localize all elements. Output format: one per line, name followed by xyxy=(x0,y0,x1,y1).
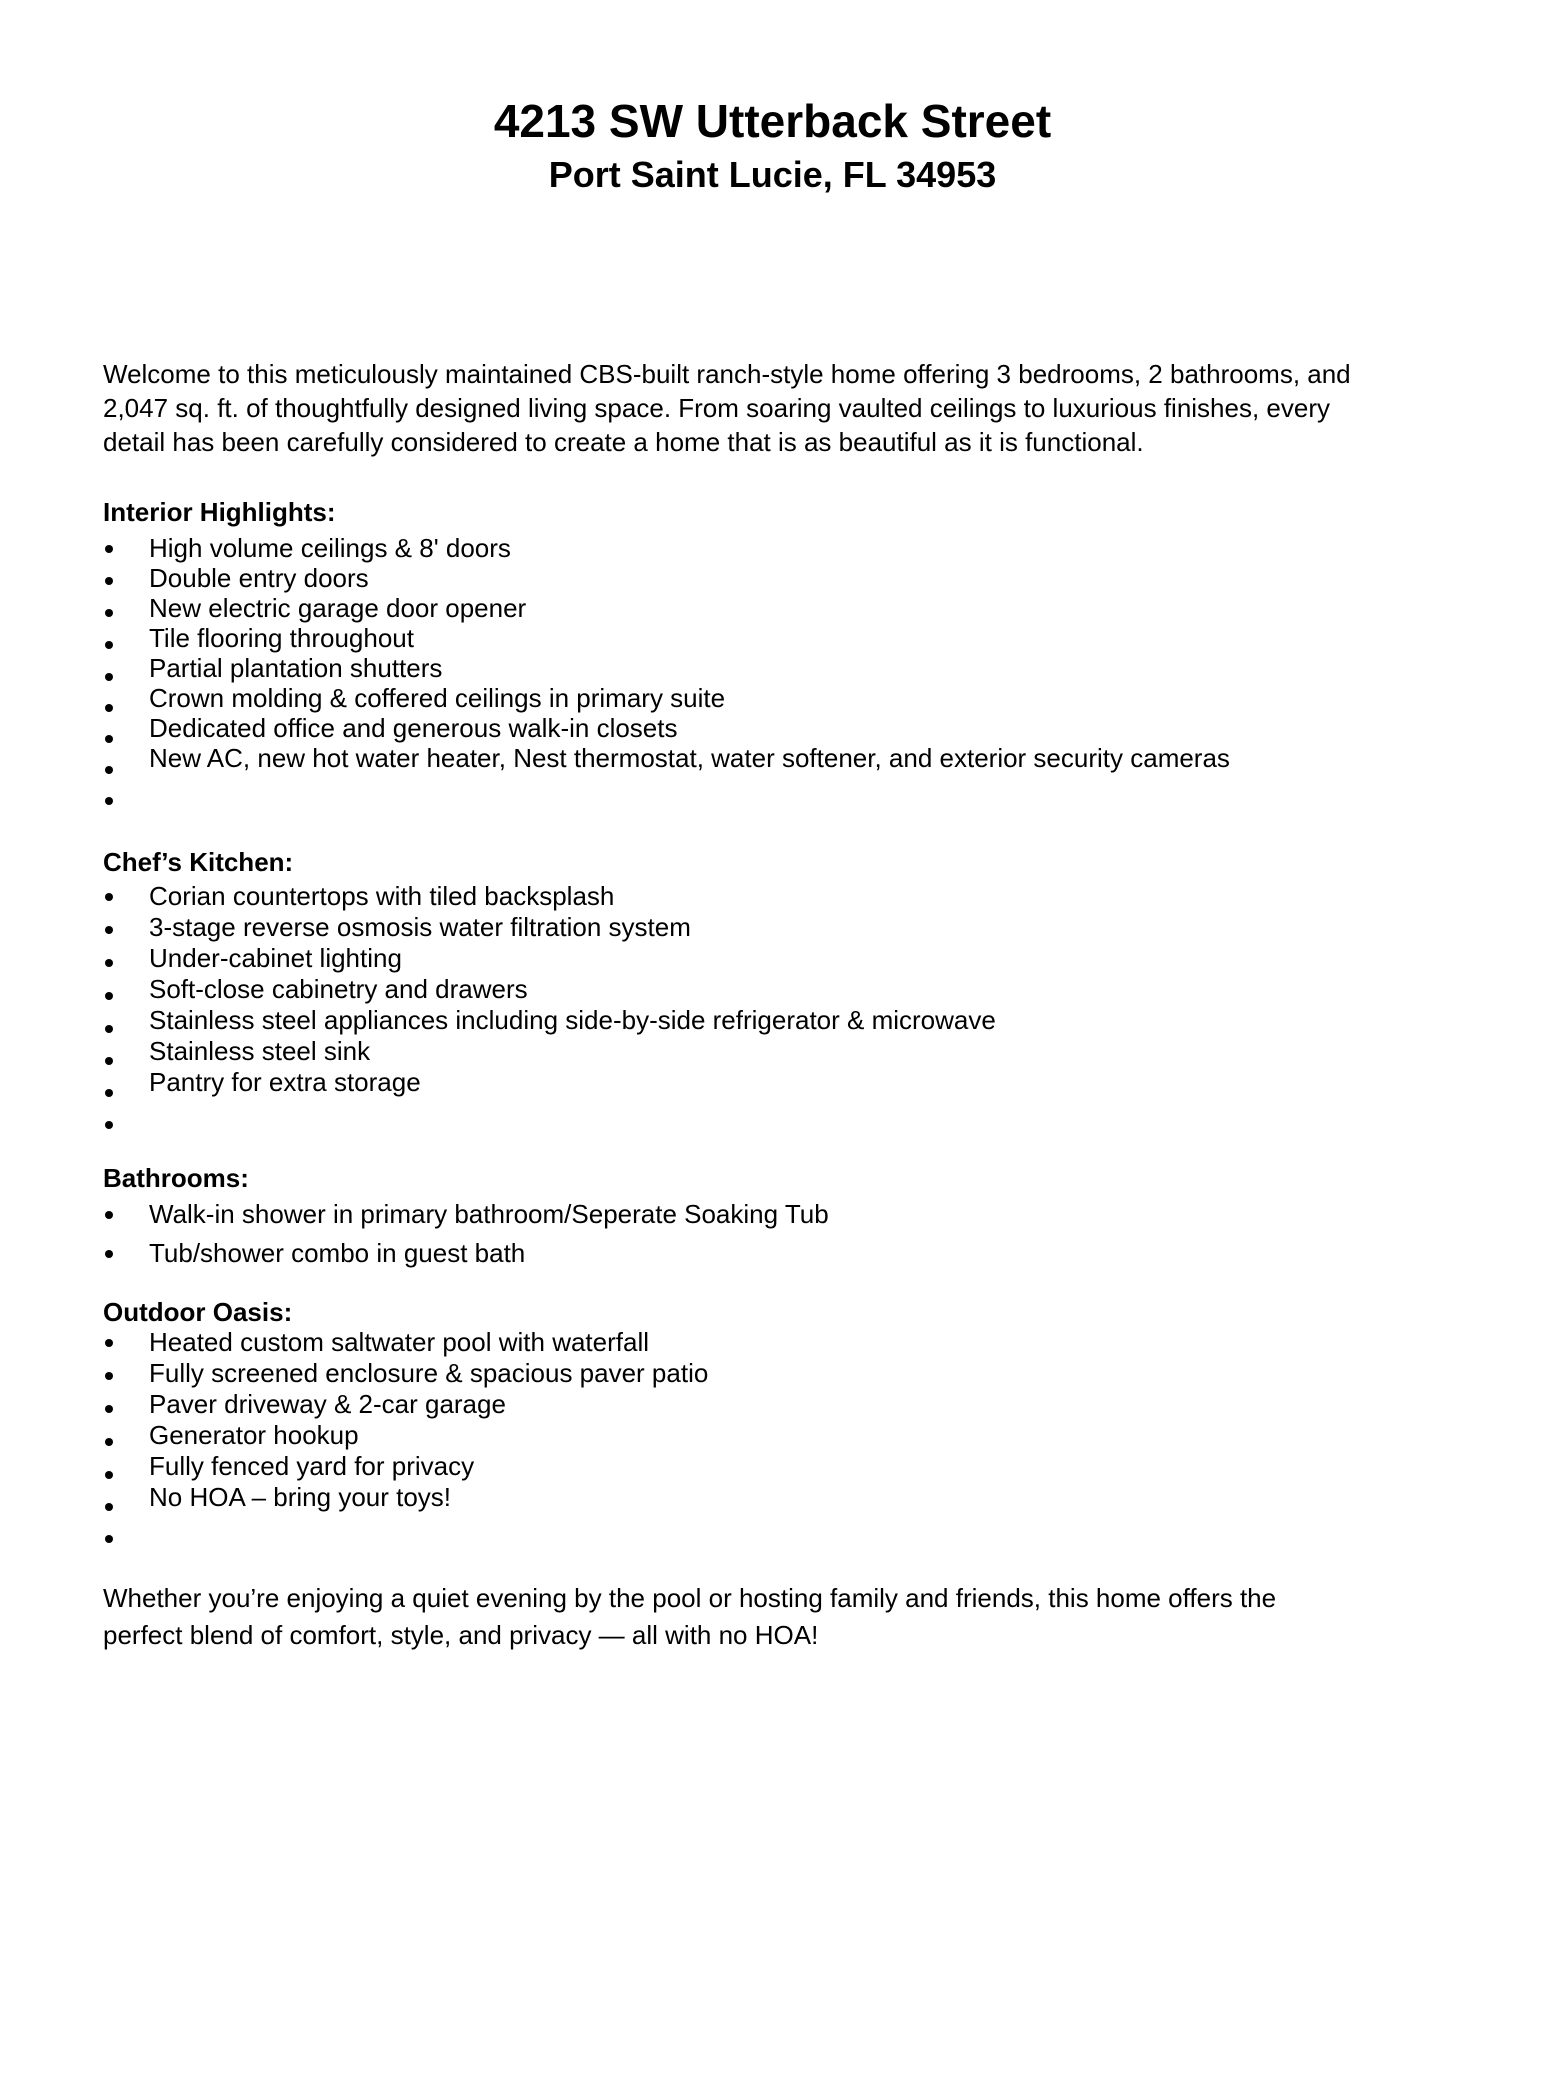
list-item-label: Pantry for extra storage xyxy=(149,1067,421,1097)
list-item xyxy=(103,563,1442,593)
bullet-icon xyxy=(105,1471,113,1479)
list-item-label: Double entry doors xyxy=(149,562,369,593)
bullet-icon xyxy=(105,1211,113,1219)
bullet-icon xyxy=(105,577,113,585)
list-item-label: Corian countertops with tiled backsplash xyxy=(149,881,615,911)
intro-line: detail has been carefully considered to create a home that is as beautiful as it is functional. xyxy=(103,427,1144,457)
closing-line: perfect blend of comfort, style, and privacy — all with no HOA! xyxy=(103,1620,819,1650)
bullet-icon xyxy=(105,735,113,743)
bullet-icon xyxy=(105,1372,113,1380)
list-item-label: Crown molding & coffered ceilings in primary suite xyxy=(149,682,726,713)
interior-highlights-list xyxy=(103,533,1442,803)
list-item-label: New AC, new hot water heater, Nest thermostat, water softener, and exterior security cameras xyxy=(149,742,1230,773)
section-heading-bathrooms: Bathrooms: xyxy=(103,1163,249,1193)
bullet-icon xyxy=(105,959,113,967)
list-item-label: Dedicated office and generous walk-in closets xyxy=(149,712,678,743)
list-item-label: Under-cabinet lighting xyxy=(149,943,402,973)
list-item-label: Tub/shower combo in guest bath xyxy=(149,1238,526,1268)
bullet-icon xyxy=(105,1405,113,1413)
bullet-icon xyxy=(105,609,113,617)
list-item xyxy=(103,1389,1442,1420)
list-item xyxy=(103,1234,1442,1273)
bullet-icon xyxy=(105,673,113,681)
bullet-icon xyxy=(105,926,113,934)
list-item-label: Walk-in shower in primary bathroom/Seperate Soaking Tub xyxy=(149,1199,829,1229)
list-item-label: Tile flooring throughout xyxy=(149,622,414,653)
outdoor-oasis-list xyxy=(103,1327,1442,1544)
list-item xyxy=(103,881,1442,912)
list-item-label: High volume ceilings & 8' doors xyxy=(149,532,511,563)
list-item xyxy=(103,743,1442,773)
property-address-title: 4213 SW Utterback Street xyxy=(493,95,1052,147)
list-item-label: Heated custom saltwater pool with waterfall xyxy=(149,1327,650,1357)
list-item-label: Fully screened enclosure & spacious paver patio xyxy=(149,1358,709,1388)
list-item xyxy=(103,1420,1442,1451)
property-city-subtitle: Port Saint Lucie, FL 34953 xyxy=(548,154,997,195)
bullet-icon xyxy=(105,1089,113,1097)
bullet-icon xyxy=(105,545,113,553)
bullet-icon xyxy=(105,1057,113,1065)
section-heading-chefs-kitchen: Chef’s Kitchen: xyxy=(103,847,294,877)
document-page xyxy=(0,95,1545,2095)
list-item-label: 3-stage reverse osmosis water filtration system xyxy=(149,912,691,942)
list-item xyxy=(103,1358,1442,1389)
list-item-empty xyxy=(103,1098,1442,1129)
bullet-icon xyxy=(105,1438,113,1446)
bullet-icon xyxy=(105,797,113,805)
closing-paragraph xyxy=(103,1580,1442,1654)
list-item-label: Stainless steel appliances including side-by-side refrigerator & microwave xyxy=(149,1005,996,1035)
bullet-icon xyxy=(105,893,113,901)
intro-line: Welcome to this meticulously maintained CBS-built ranch-style home offering 3 bedrooms, 2 bathrooms, and xyxy=(103,359,1351,389)
list-item xyxy=(103,974,1442,1005)
list-item xyxy=(103,1036,1442,1067)
bullet-icon xyxy=(105,1025,113,1033)
list-item-label: No HOA – bring your toys! xyxy=(149,1482,452,1512)
list-item xyxy=(103,1451,1442,1482)
closing-line: Whether you’re enjoying a quiet evening by the pool or hosting family and friends, this home offers the xyxy=(103,1583,1277,1613)
bullet-icon xyxy=(105,992,113,1000)
section-heading-interior-highlights: Interior Highlights: xyxy=(103,497,336,527)
list-item xyxy=(103,653,1442,683)
intro-paragraph xyxy=(103,357,1442,459)
bullet-icon xyxy=(105,1535,113,1543)
list-item xyxy=(103,1067,1442,1098)
bullet-icon xyxy=(105,704,113,712)
chefs-kitchen-list xyxy=(103,881,1442,1129)
list-item-empty xyxy=(103,773,1442,803)
bullet-icon xyxy=(105,1250,113,1258)
intro-line: 2,047 sq. ft. of thoughtfully designed living space. From soaring vaulted ceilings to luxurious finishes, every xyxy=(103,393,1331,423)
list-item xyxy=(103,683,1442,713)
list-item xyxy=(103,1327,1442,1358)
bullet-icon xyxy=(105,641,113,649)
list-item-label: New electric garage door opener xyxy=(149,592,527,623)
list-item-empty xyxy=(103,1513,1442,1544)
list-item-label: Fully fenced yard for privacy xyxy=(149,1451,475,1481)
bullet-icon xyxy=(105,1503,113,1511)
list-item-label: Paver driveway & 2-car garage xyxy=(149,1389,506,1419)
list-item xyxy=(103,1195,1442,1234)
list-item-label: Soft-close cabinetry and drawers xyxy=(149,974,528,1004)
list-item xyxy=(103,912,1442,943)
list-item xyxy=(103,943,1442,974)
list-item xyxy=(103,593,1442,623)
list-item xyxy=(103,1482,1442,1513)
list-item-label: Partial plantation shutters xyxy=(149,652,443,683)
list-item xyxy=(103,1005,1442,1036)
list-item xyxy=(103,713,1442,743)
list-item xyxy=(103,623,1442,653)
list-item-label: Generator hookup xyxy=(149,1420,359,1450)
bullet-icon xyxy=(105,1121,113,1129)
list-item-label: Stainless steel sink xyxy=(149,1036,371,1066)
section-heading-outdoor-oasis: Outdoor Oasis: xyxy=(103,1297,293,1327)
bullet-icon xyxy=(105,1339,113,1347)
bathrooms-list xyxy=(103,1195,1442,1273)
list-item xyxy=(103,533,1442,563)
